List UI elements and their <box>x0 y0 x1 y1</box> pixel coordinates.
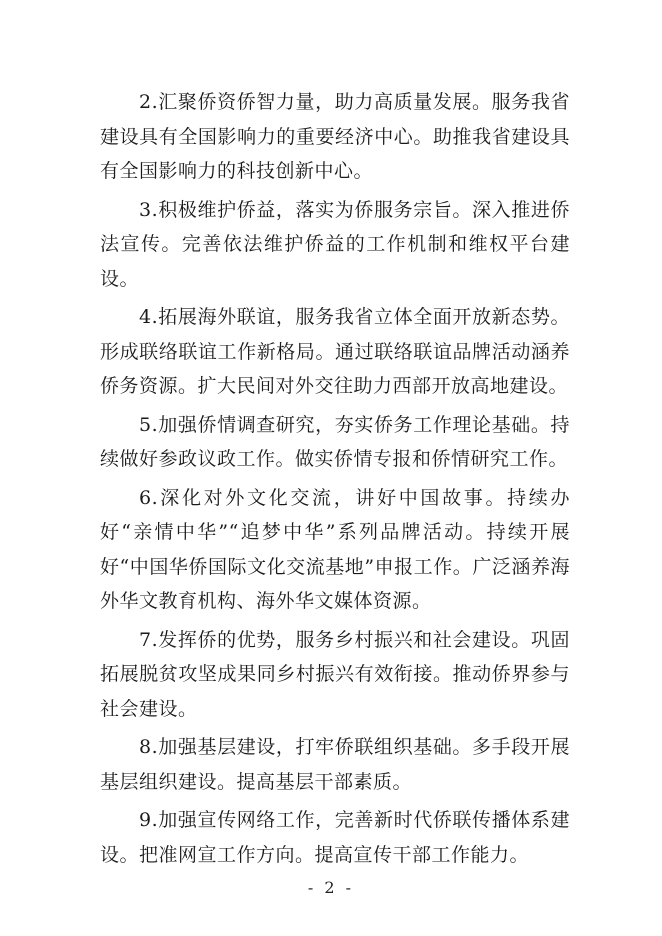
paragraph-item-2: 2.汇聚侨资侨智力量，助力高质量发展。服务我省建设具有全国影响力的重要经济中心。助推我省建设具有全国影响力的科技创新中心。 <box>100 91 570 182</box>
page-number: - 2 - <box>307 878 355 897</box>
paragraph-item-7: 7.发挥侨的优势，服务乡村振兴和社会建设。巩固拓展脱贫攻坚成果同乡村振兴有效衔接。推动侨界参与社会建设。 <box>100 628 570 720</box>
paragraph-item-5: 5.加强侨情调查研究，夯实侨务工作理论基础。持续做好参政议政工作。做实侨情专报和侨情研究工作。 <box>100 413 570 470</box>
paragraph-item-8: 8.加强基层建设，打牢侨联组织基础。多手段开展基层组织建设。提高基层干部素质。 <box>100 736 570 793</box>
paragraph-item-3: 3.积极维护侨益，落实为侨服务宗旨。深入推进侨法宣传。完善依法维护侨益的工作机制和维权平台建设。 <box>100 198 570 290</box>
paragraph-item-9: 9.加强宣传网络工作，完善新时代侨联传播体系建设。把准网宣工作方向。提高宣传干部工作能力。 <box>100 809 570 866</box>
paragraph-item-4: 4.拓展海外联谊，服务我省立体全面开放新态势。形成联络联谊工作新格局。通过联络联谊品牌活动涵养侨务资源。扩大民间对外交往助力西部开放高地建设。 <box>100 306 570 397</box>
paragraph-item-6: 6.深化对外文化交流，讲好中国故事。持续办好“亲情中华”“追梦中华”系列品牌活动。持续开展好“中国华侨国际文化交流基地”申报工作。广泛涵养海外华文教育机构、海外华文媒体资源。 <box>100 486 570 612</box>
document-body <box>100 85 570 876</box>
